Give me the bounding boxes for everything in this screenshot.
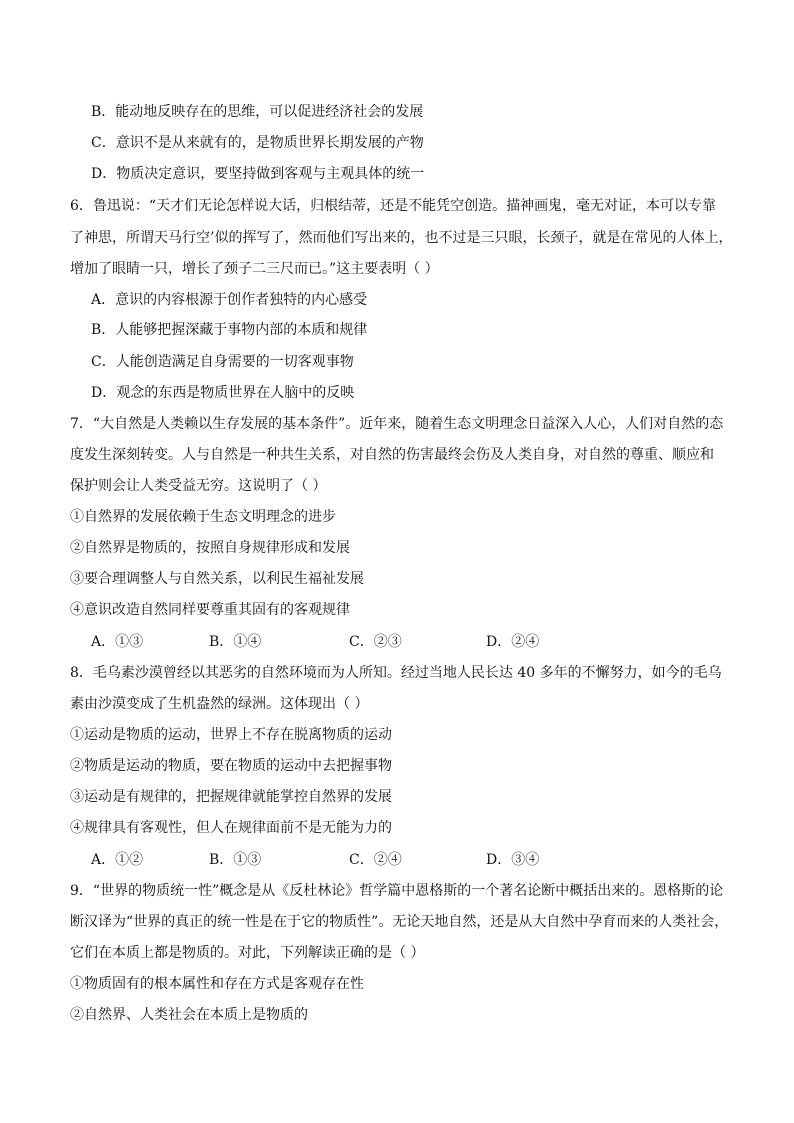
q7-choice-a: A．①③ [91, 634, 144, 650]
q9-stem-line-1: 9．“世界的物质统一性”概念是从《反杜林论》哲学篇中恩格斯的一个著名论断中概括出来的。恩格斯的论 [70, 883, 724, 899]
q8-item-4: ④规律具有客观性，但人在规律面前不是无能为力的 [70, 820, 392, 836]
q5-option-b: B．能动地反映存在的思维，可以促进经济社会的发展 [91, 104, 424, 120]
q6-option-d: D．观念的东西是物质世界在人脑中的反映 [91, 385, 355, 401]
q9-stem-line-2: 断汉译为“世界的真正的统一性是在于它的物质性”。无论天地自然，还是从大自然中孕育而来的人类社会， [70, 914, 729, 930]
q8-choice-a: A．①② [91, 852, 144, 868]
q8-item-1: ①运动是物质的运动，世界上不存在脱离物质的运动 [70, 727, 392, 743]
q6-stem-line-1: 6．鲁迅说：“天才们无论怎样说大话，归根结蒂，还是不能凭空创造。描神画鬼，毫无对证，本可以专靠 [70, 198, 717, 214]
q6-option-a: A．意识的内容根源于创作者独特的内心感受 [91, 292, 368, 308]
q9-item-1: ①物质固有的根本属性和存在方式是客观存在性 [70, 976, 364, 992]
q7-item-2: ②自然界是物质的，按照自身规律形成和发展 [70, 540, 350, 556]
q8-stem-line-1: 8．毛乌素沙漠曾经以其恶劣的自然环境而为人所知。经过当地人民长达 40 多年的不懈努力，如今的毛乌 [70, 665, 722, 681]
q8-choice-c: C．②④ [349, 852, 402, 868]
q8-stem-line-2: 素由沙漠变成了生机盎然的绿洲。这体现出（ ） [70, 696, 369, 712]
q8-choices [91, 850, 539, 870]
q8-item-3: ③运动是有规律的，把握规律就能掌控自然界的发展 [70, 789, 392, 805]
q9-item-2: ②自然界、人类社会在本质上是物质的 [70, 1007, 308, 1023]
q8-choice-d: D．③④ [486, 852, 540, 868]
q6-option-c: C．人能创造满足自身需要的一切客观事物 [91, 354, 354, 370]
q7-choices [91, 632, 539, 652]
q7-item-4: ④意识改造自然同样要尊重其固有的客观规律 [70, 602, 350, 618]
q8-choice-b: B．①③ [209, 852, 262, 868]
q7-stem-line-2: 度发生深刻转变。人与自然是一种共生关系，对自然的伤害最终会伤及人类自身，对自然的尊重、顺应和 [70, 447, 714, 463]
q7-item-3: ③要合理调整人与自然关系，以利民生福祉发展 [70, 571, 364, 587]
q8-item-2: ②物质是运动的物质，要在物质的运动中去把握事物 [70, 758, 392, 774]
q7-choice-d: D．②④ [486, 634, 540, 650]
q7-item-1: ①自然界的发展依赖于生态文明理念的进步 [70, 509, 336, 525]
q9-stem-line-3: 它们在本质上都是物质的。对此，下列解读正确的是（ ） [70, 945, 425, 961]
q7-choice-c: C．②③ [349, 634, 402, 650]
q7-choice-b: B．①④ [209, 634, 262, 650]
q6-option-b: B．人能够把握深藏于事物内部的本质和规律 [91, 322, 368, 338]
q7-stem-line-1: 7．“大自然是人类赖以生存发展的基本条件”。近年来，随着生态文明理念日益深入人心，人们对自然的态 [70, 416, 724, 432]
q7-stem-line-3: 保护则会让人类受益无穷。这说明了（ ） [70, 478, 327, 494]
q6-stem-line-3: 增加了眼睛一只，增长了颈子二三尺而已。”这主要表明（ ） [70, 261, 439, 277]
q5-option-d: D．物质决定意识，要坚持做到客观与主观具体的统一 [91, 166, 425, 182]
q5-option-c: C．意识不是从来就有的，是物质世界长期发展的产物 [91, 135, 424, 151]
q6-stem-line-2: 了神思，所谓天马行空’似的挥写了，然而他们写出来的，也不过是三只眼，长颈子，就是在常见的人体上， [70, 230, 733, 246]
